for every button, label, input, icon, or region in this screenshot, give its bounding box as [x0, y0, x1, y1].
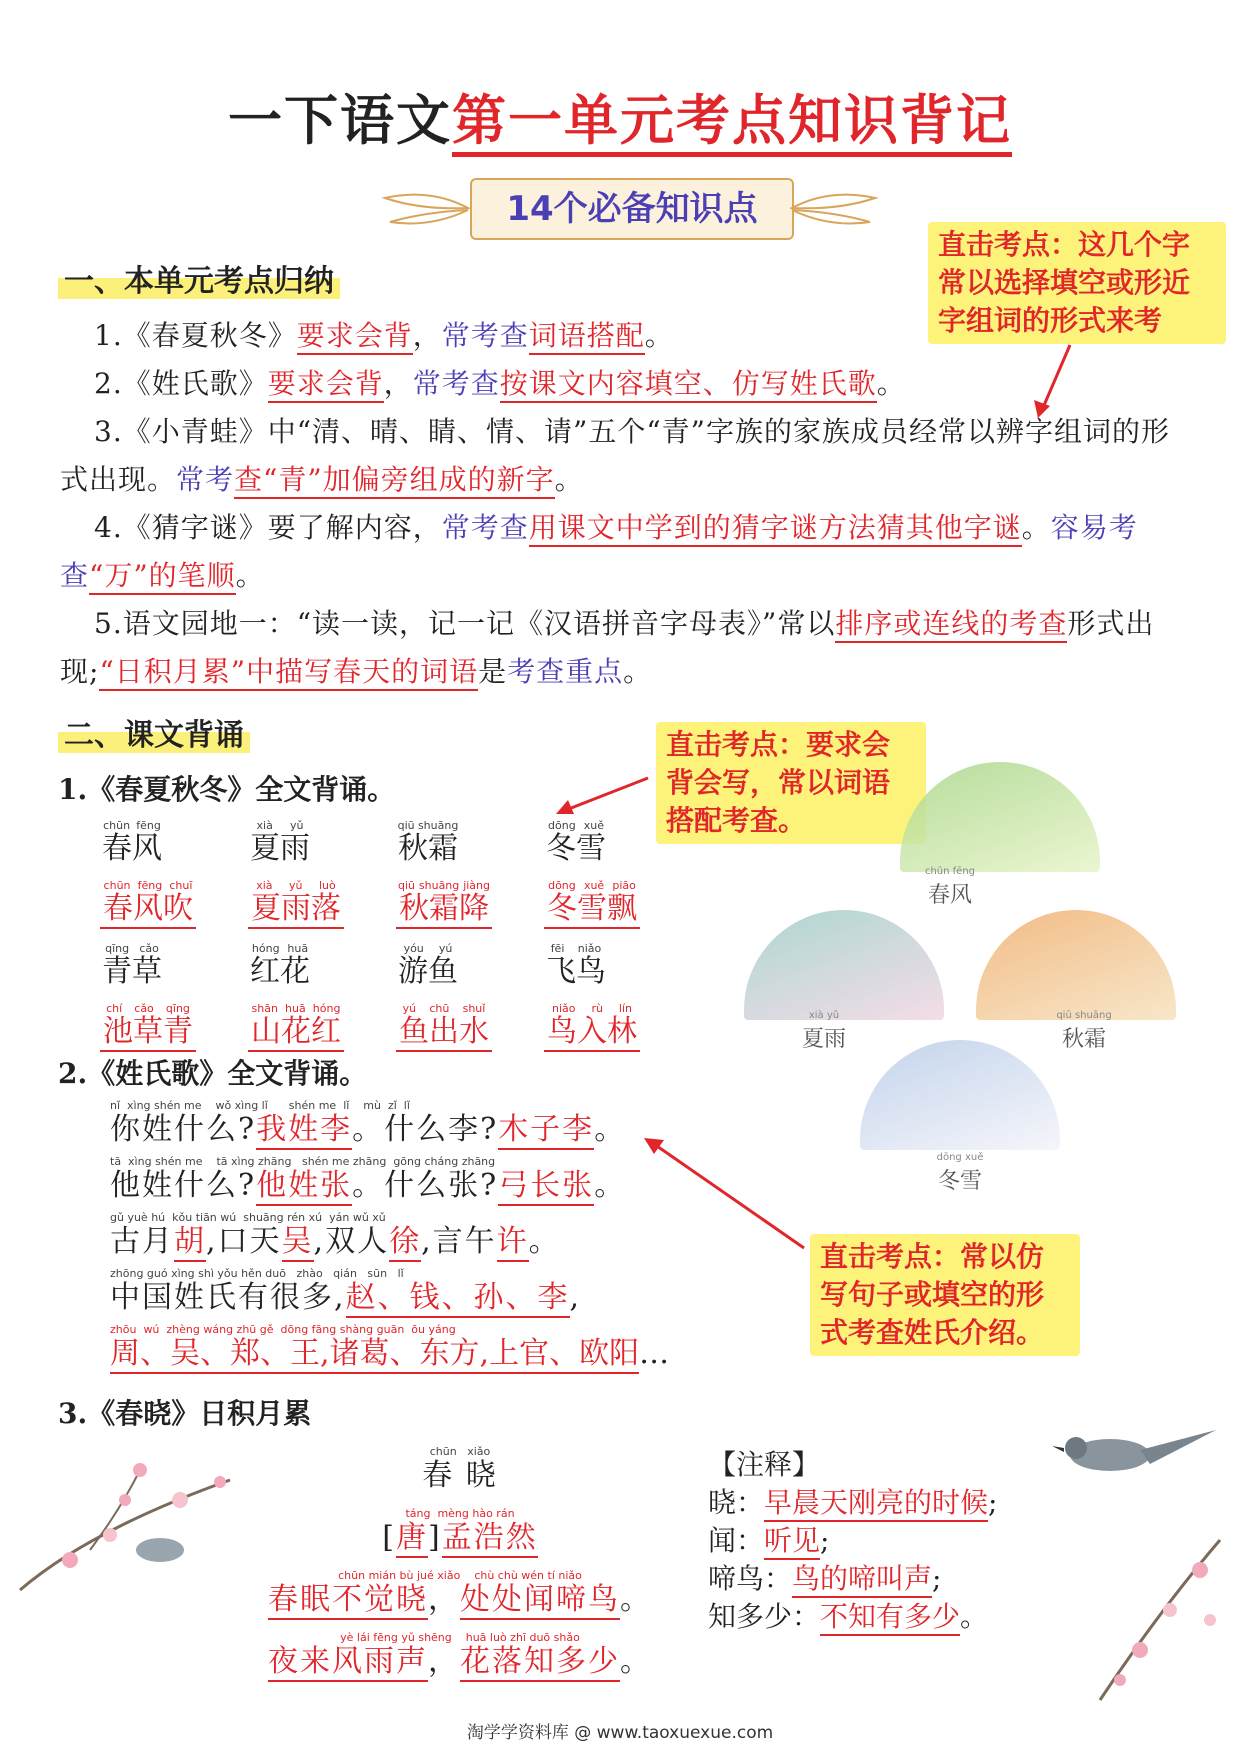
note-item: 知多少：不知有多少。: [708, 1598, 1068, 1636]
poem2-body: nǐ xìng shén me wǒ xìng lǐ shén me lǐ mù zǐ lǐ 你姓什么?我姓李。什么李?木子李。 tā xìng shén me tā xìng zhāng shén me zhāng gōng cháng zhāng 他姓什么?他姓张。什么张?弓长张。 gǔ yuè hú kǒu tiān wú shuāng rén xú yán wǔ xǔ 古月胡,口天吴,双人徐,言午许。 zhōng guó xìng shì yǒu hěn duō zhào qián sūn lǐ 中国姓氏有很多,赵、钱、孙、李, zhōu wú zhèng wáng zhū gě dōng fāng shàng guān ōu yáng 周、吴、郑、王,诸葛、东方,上官、欧阳…: [110, 1100, 750, 1372]
poem3-body: chūn xiǎo 春 晓 táng mèng hào rán [唐]孟浩然 chūn mián bù jué xiǎo chù chù wén tí niǎo 春眠不觉晓，处处闻啼鸟。 yè lái fēng yǔ shēng huā luò zhī duō shǎo 夜来风雨声，花落知多少。: [250, 1446, 670, 1680]
callout-key-points-3: 直击考点：常以仿写句子或填空的形式考查姓氏介绍。: [810, 1234, 1080, 1356]
fan-label: 秋霜: [1061, 1027, 1106, 1052]
leaf-right-icon: [790, 188, 880, 228]
leaf-left-icon: [380, 188, 470, 228]
callout-key-points-2: 直击考点：要求会背会写，常以词语搭配考查。: [656, 722, 926, 844]
poem1-grid: [100, 820, 660, 1052]
note-item: 晓：早晨天刚亮的时候;: [708, 1484, 1068, 1522]
word-cell: dōng xuě piāo 冬雪飘: [544, 880, 692, 929]
note-item: 啼鸟：鸟的啼叫声;: [708, 1560, 1068, 1598]
section1-body: [60, 312, 1180, 696]
blossom-branch-icon: [10, 1440, 240, 1600]
poem2-line-5: 周、吴、郑、王,诸葛、东方,上官、欧阳…: [110, 1336, 750, 1372]
autumn-fan-image: [976, 910, 1176, 1020]
arrow-left-icon: [552, 770, 652, 820]
section2-heading: 二、课文背诵: [58, 710, 250, 754]
poem2-line-2: 他姓什么?他姓张。什么张?弓长张。: [110, 1168, 750, 1204]
word-cell: xià yǔ luò 夏雨落: [248, 880, 396, 929]
list-item: 5.语文园地一：“读一读，记一记《汉语拼音字母表》”常以排序或连线的考查形式出现;“日积月累”中描写春天的词语是考查重点。: [60, 600, 1180, 696]
poem3-line-1: 春眠不觉晓，处处闻啼鸟。: [250, 1582, 670, 1618]
word-cell: fēi niǎo 飞鸟: [546, 942, 606, 989]
winter-fan-image: [860, 1040, 1060, 1150]
poem2-line-1: 你姓什么?我姓李。什么李?木子李。: [110, 1112, 750, 1148]
word-cell: yóu yú 游鱼: [398, 942, 458, 989]
word-cell: chūn fēng chuī 春风吹: [100, 880, 248, 929]
fan-label: 冬雪: [937, 1169, 982, 1194]
poem3-heading: 3.《春晓》日积月累: [58, 1397, 312, 1430]
callout-key-points-1: 直击考点：这几个字常以选择填空或形近字组词的形式来考: [928, 222, 1226, 344]
section1-heading: 一、本单元考点归纳: [58, 256, 340, 300]
poem3-line-2: 夜来风雨声，花落知多少。: [250, 1644, 670, 1680]
list-item: 4.《猜字谜》要了解内容，常考查用课文中学到的猜字谜方法猜其他字谜。容易考查“万”的笔顺。: [60, 504, 1180, 600]
word-cell: shān huā hóng 山花红: [248, 1003, 396, 1052]
word-cell: xià yǔ 夏雨: [250, 819, 310, 866]
list-item: 2.《姓氏歌》要求会背，常考查按课文内容填空、仿写姓氏歌。: [60, 360, 1180, 408]
banner: 14个必备知识点: [470, 178, 794, 240]
fan-label: 春风: [927, 883, 972, 908]
notes-heading: 【注释】: [708, 1448, 821, 1481]
word-cell: dōng xuě 冬雪: [546, 819, 606, 866]
word-cell: yú chū shuǐ 鱼出水: [396, 1003, 544, 1052]
word-cell: qiū shuāng 秋霜: [397, 819, 459, 866]
poem1-heading: 1.《春夏秋冬》全文背诵。: [58, 773, 396, 806]
arrow-up-left-icon: [640, 1134, 810, 1254]
poem3-author: [唐]孟浩然: [250, 1520, 670, 1556]
note-item: 闻：听见;: [708, 1522, 1068, 1560]
page-title: [0, 78, 1240, 155]
poem3-title: 春 晓: [422, 1458, 498, 1493]
word-cell: hóng huā 红花: [250, 942, 310, 989]
word-cell: chí cǎo qīng 池草青: [100, 1003, 248, 1052]
notes: [708, 1446, 1068, 1636]
word-cell: qīng cǎo 青草: [102, 942, 162, 989]
fan-label: 夏雨: [801, 1027, 846, 1052]
word-cell: qiū shuāng jiàng 秋霜降: [396, 880, 544, 929]
word-cell: niǎo rù lín 鸟入林: [544, 1003, 692, 1052]
title-part2: 第一单元考点知识背记: [452, 89, 1012, 157]
list-item: 1.《春夏秋冬》要求会背，常考查词语搭配。: [60, 312, 1180, 360]
title-part1: 一下语文: [228, 89, 452, 152]
poem2-line-3: 古月胡,口天吴,双人徐,言午许。: [110, 1224, 750, 1260]
list-item: 3.《小青蛙》中“清、晴、睛、情、请”五个“青”字族的家族成员经常以辨字组词的形式出现。常考查“青”加偏旁组成的新字。: [60, 408, 1180, 504]
spring-fan-image: [900, 762, 1100, 872]
footer-watermark: 淘学学资料库 @ www.taoxuexue.com: [466, 1723, 774, 1743]
word-cell: chūn fēng 春风: [102, 819, 162, 866]
blossom-corner-icon: [1040, 1530, 1230, 1710]
poem2-heading: 2.《姓氏歌》全文背诵。: [58, 1057, 368, 1090]
poem2-line-4: 中国姓氏有很多,赵、钱、孙、李,: [110, 1280, 750, 1316]
summer-fan-image: [744, 910, 944, 1020]
